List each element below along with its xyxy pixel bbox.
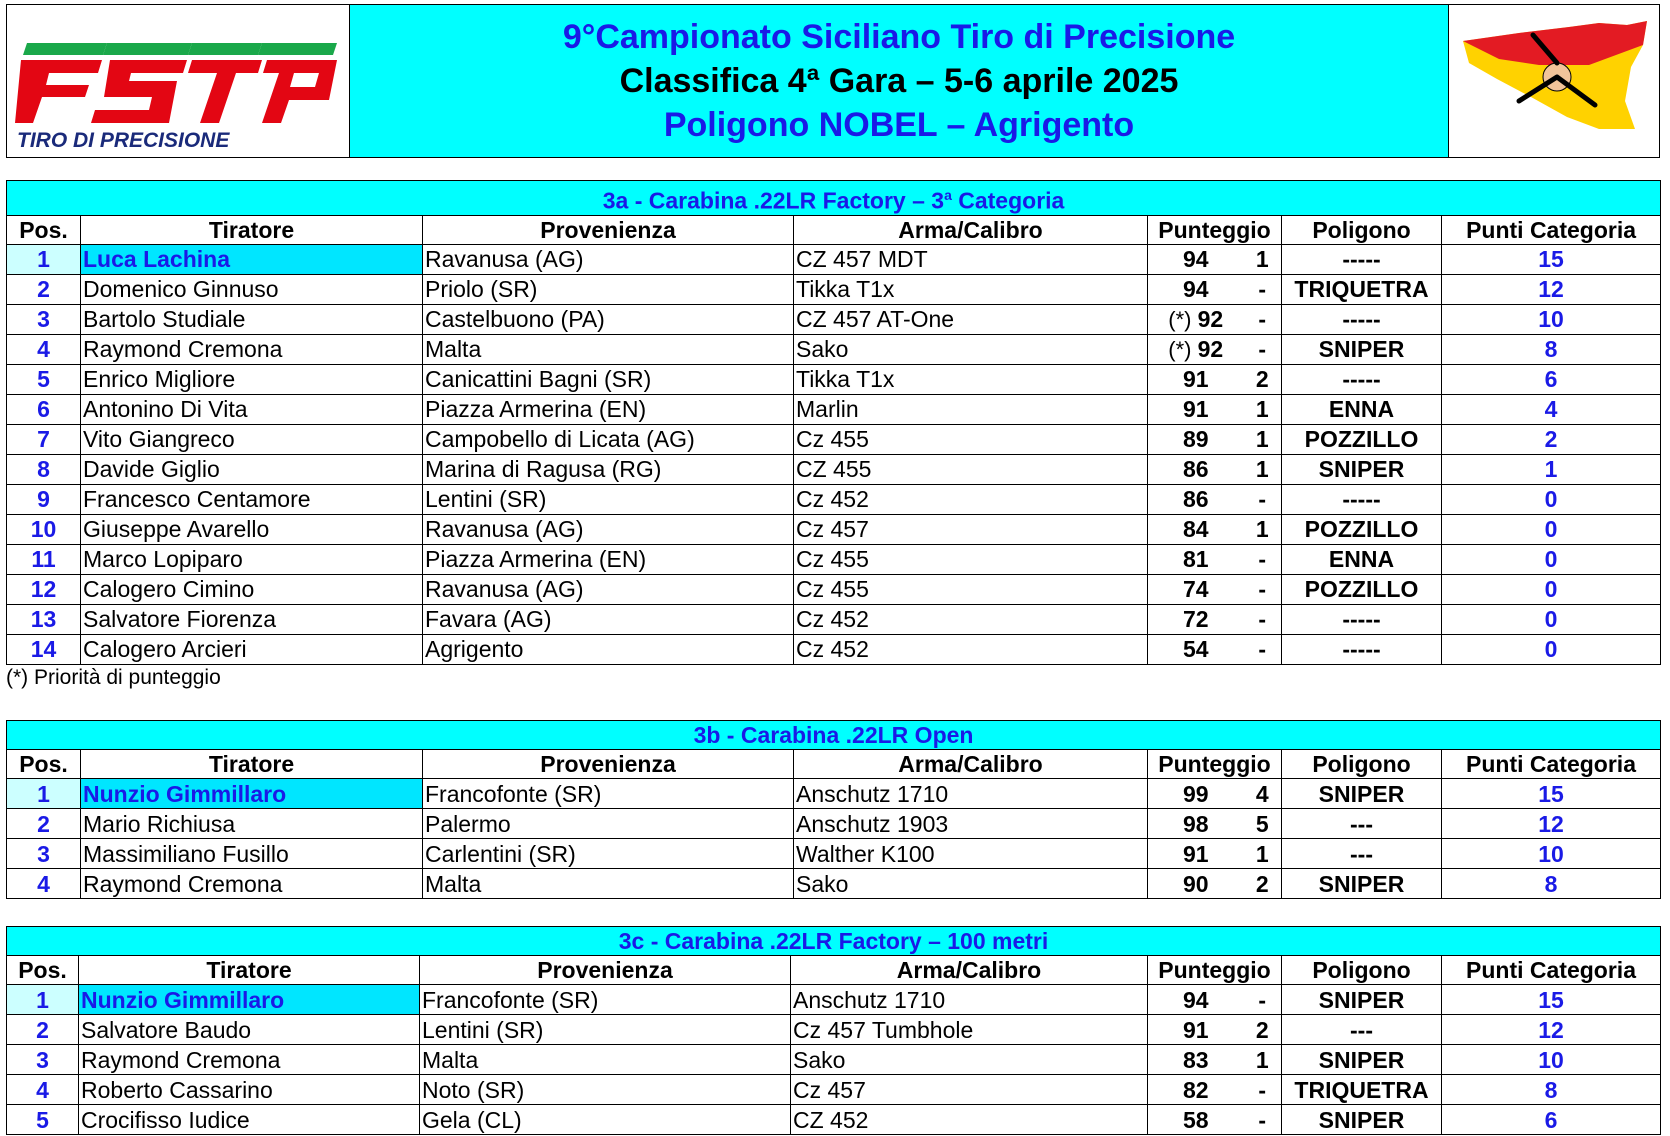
pos-cell: 9: [7, 484, 81, 514]
score-cell: 54: [1148, 634, 1244, 664]
weapon-cell: Anschutz 1903: [794, 809, 1148, 839]
table-title: 3a - Carabina .22LR Factory – 3$^a$ Categoria: [7, 181, 1661, 216]
pos-cell: 10: [7, 514, 81, 544]
range-cell: ENNA: [1282, 544, 1442, 574]
table-row: [7, 985, 1661, 1015]
table-row: [7, 394, 1661, 424]
col-origin: Provenienza: [423, 750, 794, 779]
table-row: [7, 244, 1661, 274]
results-table-3a: [6, 180, 1661, 665]
x-count-cell: 1: [1244, 839, 1282, 869]
col-range: Poligono: [1282, 956, 1442, 985]
shooter-name: Raymond Cremona: [81, 869, 423, 899]
col-pos: Pos.: [7, 956, 79, 985]
points-cell: 0: [1442, 514, 1661, 544]
origin-cell: Marina di Ragusa (RG): [423, 454, 794, 484]
x-count-cell: -: [1244, 544, 1282, 574]
x-count-cell: -: [1244, 985, 1282, 1015]
points-cell: 4: [1442, 394, 1661, 424]
shooter-name: Luca Lachina: [81, 244, 423, 274]
origin-cell: Malta: [420, 1045, 791, 1075]
range-cell: -----: [1282, 364, 1442, 394]
score-cell: 91: [1148, 839, 1244, 869]
shooter-name: Calogero Arcieri: [81, 634, 423, 664]
score-cell: 91: [1148, 364, 1244, 394]
shooter-name: Bartolo Studiale: [81, 304, 423, 334]
table-body: [7, 985, 1661, 1135]
score-cell: 86: [1148, 484, 1244, 514]
score-value: 92: [1197, 305, 1224, 332]
shooter-name: Roberto Cassarino: [79, 1075, 420, 1105]
pos-cell: 14: [7, 634, 81, 664]
pos-cell: 6: [7, 394, 81, 424]
col-origin: Provenienza: [420, 956, 791, 985]
range-cell: SNIPER: [1282, 779, 1442, 809]
x-count-cell: 1: [1244, 394, 1282, 424]
origin-cell: Lentini (SR): [420, 1015, 791, 1045]
table-row: [7, 544, 1661, 574]
x-count-cell: 2: [1244, 869, 1282, 899]
score-cell: 90: [1148, 869, 1244, 899]
score-cell: 98: [1148, 809, 1244, 839]
col-weapon: Arma/Calibro: [794, 215, 1148, 244]
score-cell: [1148, 304, 1244, 334]
sicily-flag: [1449, 5, 1659, 157]
pos-cell: 2: [7, 1015, 79, 1045]
range-cell: TRIQUETRA: [1282, 1075, 1442, 1105]
score-cell: 91: [1148, 394, 1244, 424]
origin-cell: Francofonte (SR): [420, 985, 791, 1015]
pos-cell: 4: [7, 1075, 79, 1105]
title-line-2: Classifica 4ª Gara – 5-6 aprile 2025: [619, 62, 1179, 100]
x-count-cell: -: [1244, 1075, 1282, 1105]
score-cell: 74: [1148, 574, 1244, 604]
x-count-cell: -: [1244, 604, 1282, 634]
origin-cell: Priolo (SR): [423, 274, 794, 304]
weapon-cell: CZ 457 MDT: [794, 244, 1148, 274]
table-body: [7, 244, 1661, 664]
x-count-cell: 1: [1244, 514, 1282, 544]
range-cell: SNIPER: [1282, 1045, 1442, 1075]
pos-cell: 1: [7, 985, 79, 1015]
weapon-cell: Cz 455: [794, 424, 1148, 454]
origin-cell: Canicattini Bagni (SR): [423, 364, 794, 394]
points-cell: 1: [1442, 454, 1661, 484]
col-range: Poligono: [1282, 750, 1442, 779]
pos-cell: 2: [7, 274, 81, 304]
col-score: Punteggio: [1148, 956, 1282, 985]
origin-cell: Castelbuono (PA): [423, 304, 794, 334]
col-score: Punteggio: [1148, 215, 1282, 244]
x-count-cell: -: [1244, 304, 1282, 334]
score-cell: 94: [1148, 985, 1244, 1015]
priority-marker: (*): [1168, 336, 1198, 362]
pos-cell: 4: [7, 869, 81, 899]
x-count-cell: 2: [1244, 1015, 1282, 1045]
points-cell: 15: [1442, 779, 1661, 809]
table-row: [7, 574, 1661, 604]
table-row: [7, 334, 1661, 364]
range-cell: SNIPER: [1282, 454, 1442, 484]
weapon-cell: Cz 452: [794, 634, 1148, 664]
table-row: [7, 1015, 1661, 1045]
x-count-cell: 4: [1244, 779, 1282, 809]
origin-cell: Carlentini (SR): [423, 839, 794, 869]
score-cell: 58: [1148, 1105, 1244, 1135]
header-row: [7, 750, 1661, 779]
weapon-cell: Cz 455: [794, 574, 1148, 604]
shooter-name: Crocifisso Iudice: [79, 1105, 420, 1135]
shooter-name: Calogero Cimino: [81, 574, 423, 604]
table-row: [7, 779, 1661, 809]
table-row: [7, 1045, 1661, 1075]
table-row: [7, 304, 1661, 334]
x-count-cell: -: [1244, 634, 1282, 664]
title-line-3: Poligono NOBEL – Agrigento: [663, 106, 1135, 144]
origin-cell: Lentini (SR): [423, 484, 794, 514]
pos-cell: 11: [7, 544, 81, 574]
range-cell: POZZILLO: [1282, 574, 1442, 604]
table-body: [7, 779, 1661, 899]
weapon-cell: Anschutz 1710: [791, 985, 1148, 1015]
table-title-row: [7, 181, 1661, 216]
table-row: [7, 274, 1661, 304]
origin-cell: Piazza Armerina (EN): [423, 394, 794, 424]
origin-cell: Ravanusa (AG): [423, 514, 794, 544]
shooter-name: Raymond Cremona: [81, 334, 423, 364]
points-cell: 10: [1442, 304, 1661, 334]
score-cell: 82: [1148, 1075, 1244, 1105]
pos-cell: 7: [7, 424, 81, 454]
origin-cell: Francofonte (SR): [423, 779, 794, 809]
points-cell: 15: [1442, 985, 1661, 1015]
header-row: [7, 215, 1661, 244]
origin-cell: Campobello di Licata (AG): [423, 424, 794, 454]
table-row: [7, 1075, 1661, 1105]
points-cell: 10: [1442, 1045, 1661, 1075]
col-weapon: Arma/Calibro: [791, 956, 1148, 985]
shooter-name: Massimiliano Fusillo: [81, 839, 423, 869]
points-cell: 15: [1442, 244, 1661, 274]
pos-cell: 12: [7, 574, 81, 604]
points-cell: 0: [1442, 544, 1661, 574]
x-count-cell: 1: [1244, 424, 1282, 454]
points-cell: 8: [1442, 334, 1661, 364]
range-cell: -----: [1282, 244, 1442, 274]
points-cell: 10: [1442, 839, 1661, 869]
shooter-name: Marco Lopiparo: [81, 544, 423, 574]
weapon-cell: CZ 455: [794, 454, 1148, 484]
table-row: [7, 454, 1661, 484]
origin-cell: Malta: [423, 869, 794, 899]
origin-cell: Noto (SR): [420, 1075, 791, 1105]
table-row: [7, 839, 1661, 869]
shooter-name: Giuseppe Avarello: [81, 514, 423, 544]
pos-cell: 4: [7, 334, 81, 364]
weapon-cell: Anschutz 1710: [794, 779, 1148, 809]
x-count-cell: -: [1244, 274, 1282, 304]
col-shooter: Tiratore: [81, 750, 423, 779]
points-cell: 8: [1442, 1075, 1661, 1105]
range-cell: ---: [1282, 809, 1442, 839]
shooter-name: Vito Giangreco: [81, 424, 423, 454]
range-cell: POZZILLO: [1282, 424, 1442, 454]
shooter-name: Antonino Di Vita: [81, 394, 423, 424]
range-cell: SNIPER: [1282, 1105, 1442, 1135]
pos-cell: 2: [7, 809, 81, 839]
origin-cell: Ravanusa (AG): [423, 244, 794, 274]
x-count-cell: -: [1244, 484, 1282, 514]
weapon-cell: CZ 457 AT-One: [794, 304, 1148, 334]
range-cell: -----: [1282, 604, 1442, 634]
trinacria-map-icon: [1449, 5, 1657, 157]
score-cell: 91: [1148, 1015, 1244, 1045]
x-count-cell: 2: [1244, 364, 1282, 394]
origin-cell: Malta: [423, 334, 794, 364]
table-title-row: [7, 927, 1661, 956]
origin-cell: Ravanusa (AG): [423, 574, 794, 604]
range-cell: -----: [1282, 634, 1442, 664]
logo-subtitle: TIRO DI PRECISIONE: [17, 129, 230, 152]
pos-cell: 1: [7, 244, 81, 274]
shooter-name: Nunzio Gimmillaro: [79, 985, 420, 1015]
weapon-cell: Sako: [794, 869, 1148, 899]
weapon-cell: Cz 457: [794, 514, 1148, 544]
x-count-cell: 1: [1244, 1045, 1282, 1075]
table-row: [7, 809, 1661, 839]
table-row: [7, 869, 1661, 899]
col-points: Punti Categoria: [1442, 215, 1661, 244]
pos-cell: 3: [7, 1045, 79, 1075]
priority-note: (*) Priorità di punteggio: [6, 666, 221, 689]
title-box: [350, 5, 1449, 157]
shooter-name: Enrico Migliore: [81, 364, 423, 394]
origin-cell: Agrigento: [423, 634, 794, 664]
results-table-3c: [6, 926, 1661, 1135]
table-row: [7, 424, 1661, 454]
points-cell: 0: [1442, 634, 1661, 664]
shooter-name: Salvatore Baudo: [79, 1015, 420, 1045]
col-origin: Provenienza: [423, 215, 794, 244]
range-cell: SNIPER: [1282, 334, 1442, 364]
score-cell: 94: [1148, 244, 1244, 274]
weapon-cell: Cz 457 Tumbhole: [791, 1015, 1148, 1045]
shooter-name: Mario Richiusa: [81, 809, 423, 839]
range-cell: SNIPER: [1282, 985, 1442, 1015]
header-row: [7, 956, 1661, 985]
weapon-cell: Cz 452: [794, 604, 1148, 634]
x-count-cell: 5: [1244, 809, 1282, 839]
shooter-name: Davide Giglio: [81, 454, 423, 484]
origin-cell: Piazza Armerina (EN): [423, 544, 794, 574]
weapon-cell: Sako: [791, 1045, 1148, 1075]
weapon-cell: Cz 452: [794, 484, 1148, 514]
score-cell: 72: [1148, 604, 1244, 634]
points-cell: 0: [1442, 484, 1661, 514]
col-pos: Pos.: [7, 215, 81, 244]
weapon-cell: Cz 457: [791, 1075, 1148, 1105]
table-title-row: [7, 721, 1661, 750]
results-table-3b: [6, 720, 1661, 899]
col-points: Punti Categoria: [1442, 956, 1661, 985]
col-score: Punteggio: [1148, 750, 1282, 779]
points-cell: 12: [1442, 1015, 1661, 1045]
x-count-cell: -: [1244, 334, 1282, 364]
range-cell: POZZILLO: [1282, 514, 1442, 544]
points-cell: 12: [1442, 809, 1661, 839]
col-range: Poligono: [1282, 215, 1442, 244]
score-cell: 89: [1148, 424, 1244, 454]
shooter-name: Raymond Cremona: [79, 1045, 420, 1075]
fstp-logo: [7, 5, 350, 157]
range-cell: ENNA: [1282, 394, 1442, 424]
points-cell: 8: [1442, 869, 1661, 899]
score-cell: 86: [1148, 454, 1244, 484]
score-cell: 94: [1148, 274, 1244, 304]
page-header: [6, 4, 1660, 158]
shooter-name: Domenico Ginnuso: [81, 274, 423, 304]
weapon-cell: Walther K100: [794, 839, 1148, 869]
origin-cell: Palermo: [423, 809, 794, 839]
points-cell: 12: [1442, 274, 1661, 304]
origin-cell: Favara (AG): [423, 604, 794, 634]
pos-cell: 3: [7, 304, 81, 334]
weapon-cell: Cz 455: [794, 544, 1148, 574]
pos-cell: 3: [7, 839, 81, 869]
score-cell: 81: [1148, 544, 1244, 574]
col-points: Punti Categoria: [1442, 750, 1661, 779]
pos-cell: 13: [7, 604, 81, 634]
points-cell: 0: [1442, 574, 1661, 604]
priority-marker: (*): [1168, 306, 1198, 332]
range-cell: TRIQUETRA: [1282, 274, 1442, 304]
score-cell: [1148, 334, 1244, 364]
table-row: [7, 1105, 1661, 1135]
points-cell: 6: [1442, 1105, 1661, 1135]
pos-cell: 5: [7, 1105, 79, 1135]
range-cell: -----: [1282, 304, 1442, 334]
fstp-logo-icon: [7, 5, 347, 157]
shooter-name: Francesco Centamore: [81, 484, 423, 514]
pos-cell: 1: [7, 779, 81, 809]
weapon-cell: Tikka T1x: [794, 274, 1148, 304]
table-row: [7, 514, 1661, 544]
origin-cell: Gela (CL): [420, 1105, 791, 1135]
weapon-cell: CZ 452: [791, 1105, 1148, 1135]
col-weapon: Arma/Calibro: [794, 750, 1148, 779]
table-row: [7, 634, 1661, 664]
col-shooter: Tiratore: [79, 956, 420, 985]
score-cell: 99: [1148, 779, 1244, 809]
points-cell: 6: [1442, 364, 1661, 394]
range-cell: SNIPER: [1282, 869, 1442, 899]
weapon-cell: Sako: [794, 334, 1148, 364]
col-pos: Pos.: [7, 750, 81, 779]
x-count-cell: 1: [1244, 244, 1282, 274]
points-cell: 0: [1442, 604, 1661, 634]
table-row: [7, 484, 1661, 514]
table-title: 3b - Carabina .22LR Open: [7, 721, 1661, 750]
col-shooter: Tiratore: [81, 215, 423, 244]
shooter-name: Nunzio Gimmillaro: [81, 779, 423, 809]
x-count-cell: -: [1244, 574, 1282, 604]
score-cell: 83: [1148, 1045, 1244, 1075]
table-row: [7, 604, 1661, 634]
pos-cell: 8: [7, 454, 81, 484]
weapon-cell: Marlin: [794, 394, 1148, 424]
x-count-cell: -: [1244, 1105, 1282, 1135]
weapon-cell: Tikka T1x: [794, 364, 1148, 394]
table-title: 3c - Carabina .22LR Factory – 100 metri: [7, 927, 1661, 956]
score-cell: 84: [1148, 514, 1244, 544]
points-cell: 2: [1442, 424, 1661, 454]
score-value: 92: [1197, 335, 1224, 362]
x-count-cell: 1: [1244, 454, 1282, 484]
range-cell: ---: [1282, 1015, 1442, 1045]
title-line-1: 9°Campionato Siciliano Tiro di Precisione: [562, 18, 1236, 56]
table-row: [7, 364, 1661, 394]
pos-cell: 5: [7, 364, 81, 394]
range-cell: ---: [1282, 839, 1442, 869]
range-cell: -----: [1282, 484, 1442, 514]
shooter-name: Salvatore Fiorenza: [81, 604, 423, 634]
